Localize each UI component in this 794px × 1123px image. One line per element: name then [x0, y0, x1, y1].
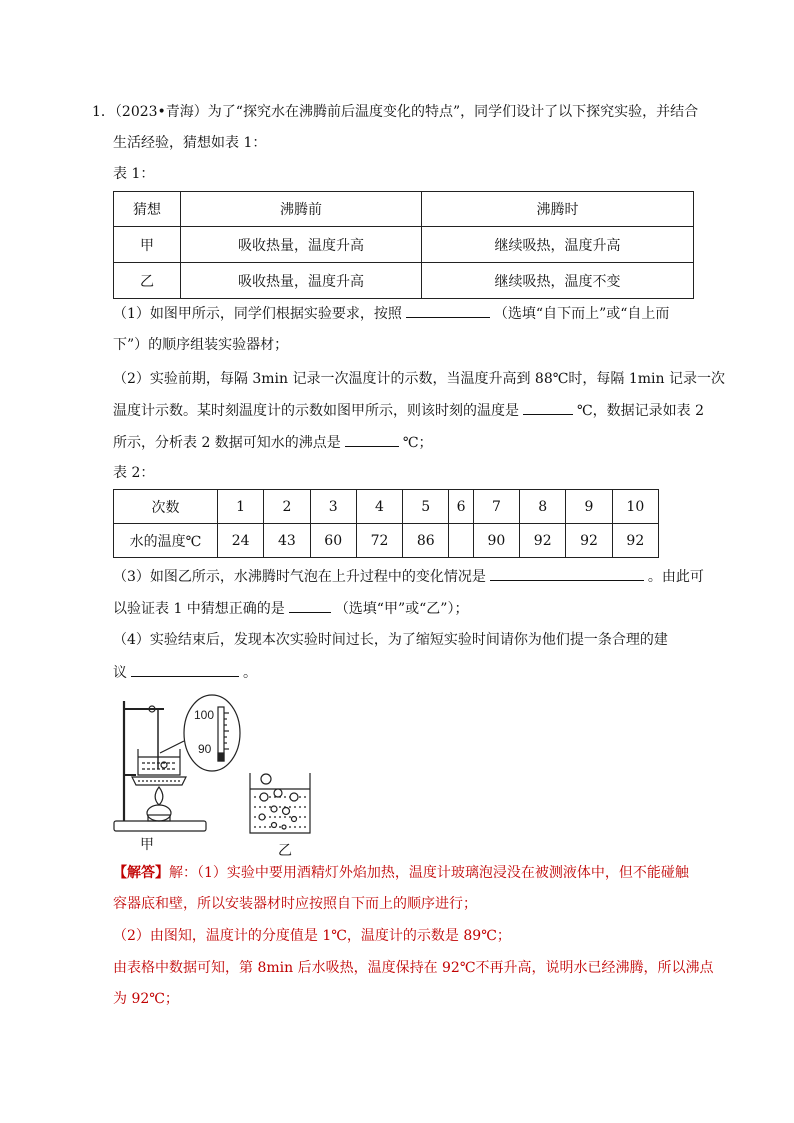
bubble — [272, 823, 277, 828]
answer-blank-6[interactable] — [131, 662, 239, 677]
thermometer-zoom-circle — [184, 695, 240, 771]
answer-line-4: 由表格中数据可知，第 8min 后水吸热，温度保持在 92℃不再升高，说明水已经沸腾，所以沸点 — [113, 960, 714, 976]
table2-label-cell: 次数 — [114, 490, 218, 524]
table1-cell: 吸收热量，温度升高 — [181, 263, 422, 299]
table2-cell: 3 — [310, 490, 356, 524]
answer-line-5: 为 92℃； — [113, 991, 179, 1007]
table1-cell: 吸收热量，温度升高 — [181, 227, 422, 263]
table2-label-cell: 水的温度℃ — [114, 524, 218, 558]
part4-text-b2: 。 — [243, 665, 257, 681]
figure-label-jia: 甲 — [140, 837, 154, 853]
table2-cell: 72 — [356, 524, 402, 558]
bubble — [292, 817, 297, 822]
table2-cell: 60 — [310, 524, 356, 558]
answer-line-2: 容器底和壁，所以安装器材时应按照自下而上的顺序进行； — [113, 896, 477, 912]
thermo-label-top: 100 — [194, 708, 215, 722]
table2-cell: 1 — [218, 490, 264, 524]
part2-line-1: （2）实验前期，每隔 3min 记录一次温度计的示数，当温度升高到 88℃时，每隔 1min 记录一次 — [113, 371, 725, 387]
table2-cell: 10 — [612, 490, 658, 524]
part1-text-a: （1）如图甲所示，同学们根据实验要求，按照 — [113, 306, 402, 322]
bubble — [261, 774, 271, 784]
answer-text-1: 解：（1）实验中要用酒精灯外焰加热，温度计玻璃泡浸没在被测液体中，但不能碰触 — [169, 865, 689, 881]
bubble — [271, 806, 277, 812]
experiment-figure — [108, 693, 328, 843]
table1-header-cell: 猜想 — [114, 192, 181, 227]
part3-text-a: （3）如图乙所示，水沸腾时气泡在上升过程中的变化情况是 — [113, 569, 486, 585]
part4-line-1: （4）实验结束后，发现本次实验时间过长，为了缩短实验时间请你为他们提一条合理的建 — [113, 632, 668, 648]
bubble — [260, 793, 268, 801]
part4-line-2 — [113, 662, 698, 683]
part2-text-b1: 温度计示数。某时刻温度计的示数如图甲所示，则该时刻的温度是 — [113, 403, 519, 419]
part3-line-2 — [113, 598, 698, 619]
table1-cell: 继续吸热，温度不变 — [422, 263, 694, 299]
answer-blank-3[interactable] — [345, 432, 399, 447]
part3-text-c1: 以验证表 1 中猜想正确的是 — [113, 601, 285, 617]
apparatus-jia — [114, 695, 240, 831]
answer-blank-4[interactable] — [490, 566, 644, 581]
table2-cell: 90 — [473, 524, 519, 558]
table2-cell: 9 — [566, 490, 612, 524]
table2-cell: 2 — [264, 490, 310, 524]
bubble — [282, 825, 286, 829]
table1-row — [114, 263, 694, 299]
answer-blank-5[interactable] — [289, 598, 331, 613]
bubble — [283, 808, 290, 815]
table2-cell: 92 — [520, 524, 566, 558]
table-1 — [113, 191, 694, 299]
table2-cell: 5 — [403, 490, 449, 524]
table2-cell: 24 — [218, 524, 264, 558]
stand-base — [114, 821, 206, 831]
part3-text-b: 。由此可 — [647, 569, 704, 585]
table2-cell[interactable] — [449, 524, 473, 558]
table2-cell: 86 — [403, 524, 449, 558]
bubble — [274, 789, 282, 797]
answer-tag: 【解答】 — [113, 865, 169, 881]
table1-cell: 乙 — [114, 263, 181, 299]
part4-text-b1: 议 — [113, 665, 127, 681]
thermo-label-bottom: 90 — [198, 742, 212, 756]
part2-text-c1: 所示，分析表 2 数据可知水的沸点是 — [113, 435, 341, 451]
table1-header-cell: 沸腾时 — [422, 192, 694, 227]
part1-text-b: （选填“自下而上”或“自上而 — [493, 306, 670, 322]
part2-line-2 — [113, 400, 705, 421]
table2-cell: 4 — [356, 490, 402, 524]
answer-blank-1[interactable] — [406, 303, 490, 318]
table2-cell: 43 — [264, 524, 310, 558]
table-2 — [113, 489, 659, 558]
table1-cell: 继续吸热，温度升高 — [422, 227, 694, 263]
bubble — [259, 814, 265, 820]
table2-cell: 8 — [520, 490, 566, 524]
part3-text-c2: （选填“甲”或“乙”）； — [334, 601, 469, 617]
figure-label-yi: 乙 — [278, 843, 292, 859]
apparatus-yi — [250, 773, 310, 833]
question-line-1: 1．（2023•青海）为了“探究水在沸腾前后温度变化的特点”，同学们设计了以下探究实验，并结合 — [92, 104, 699, 120]
table2-cell: 92 — [612, 524, 658, 558]
part1-line-1 — [113, 303, 698, 324]
question-line-2: 生活经验，猜想如表 1： — [113, 135, 267, 151]
answer-blank-2[interactable] — [523, 400, 573, 415]
table1-header-cell: 沸腾前 — [181, 192, 422, 227]
table2-row-temps — [114, 524, 659, 558]
table2-cell: 92 — [566, 524, 612, 558]
answer-line-3: （2）由图知，温度计的分度值是 1℃，温度计的示数是 89℃； — [113, 928, 511, 944]
table2-cell: 7 — [473, 490, 519, 524]
table1-caption: 表 1： — [113, 166, 155, 182]
table1-row — [114, 227, 694, 263]
part2-text-c2: ℃； — [402, 435, 433, 451]
flame-icon — [155, 787, 163, 805]
part1-line-2: 下”）的顺序组装实验器材； — [113, 337, 289, 353]
answer-line-1 — [113, 863, 698, 883]
table1-header-row — [114, 192, 694, 227]
part2-line-3 — [113, 432, 698, 453]
table2-caption: 表 2： — [113, 465, 155, 481]
mercury-column — [218, 753, 224, 761]
table2-row-counts — [114, 490, 659, 524]
alcohol-lamp — [147, 805, 171, 821]
lamp-base — [148, 815, 170, 821]
bubble — [290, 793, 298, 801]
part3-line-1 — [113, 566, 704, 587]
table2-cell: 6 — [449, 490, 473, 524]
beaker-yi — [250, 773, 310, 833]
part2-text-b2: ℃，数据记录如表 2 — [577, 403, 705, 419]
table1-cell: 甲 — [114, 227, 181, 263]
beaker — [138, 749, 180, 775]
